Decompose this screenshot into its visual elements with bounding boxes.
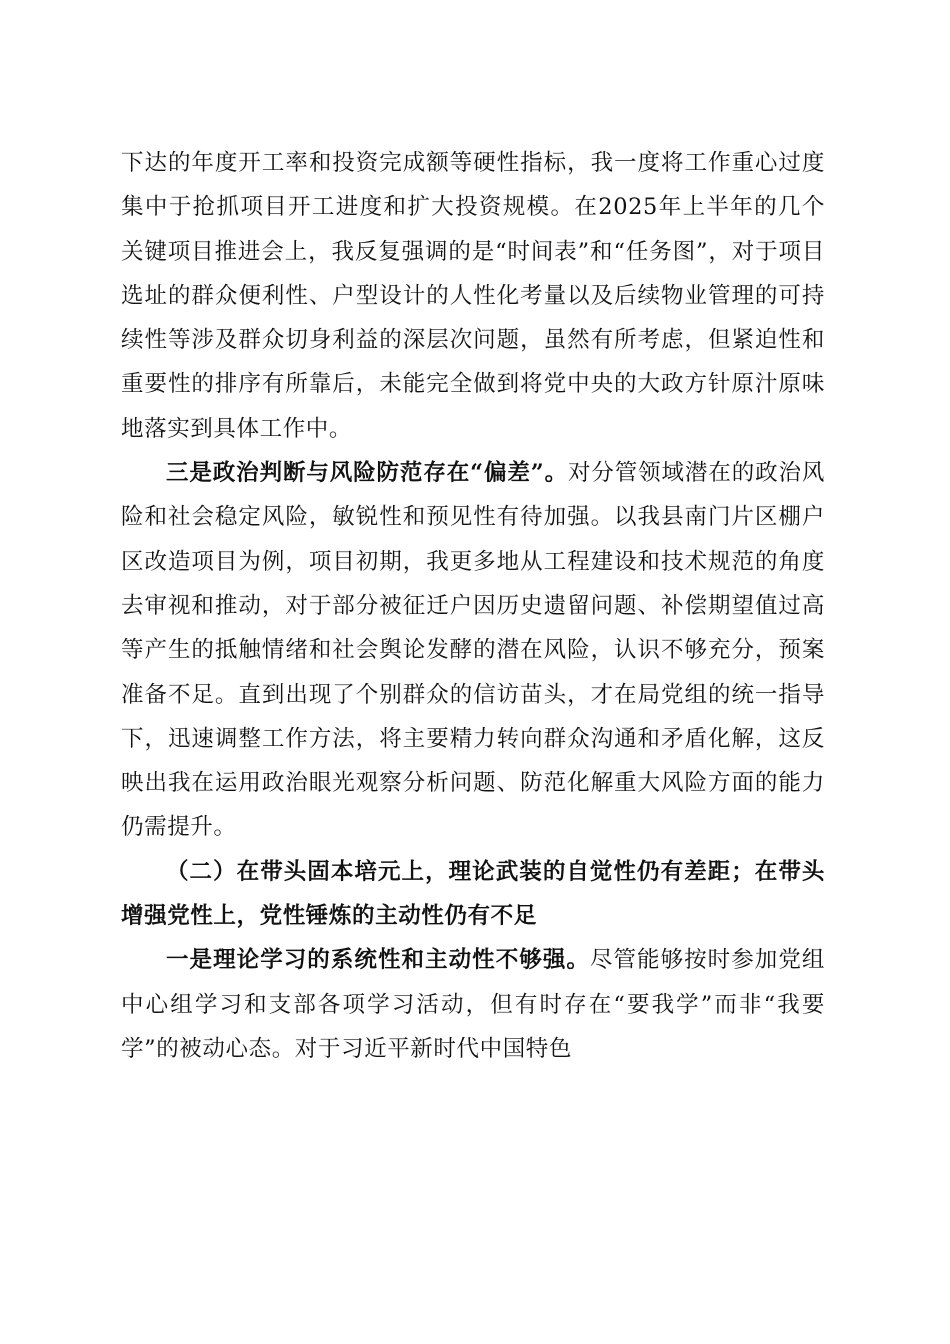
paragraph-continuation <box>121 141 825 451</box>
paragraph-text: 下达的年度开工率和投资完成额等硬性指标，我一度将工作重心过度集中于抢抓项目开工进度和扩大投资规模。在2025年上半年的几个关键项目推进会上，我反复强调的是“时间表”和“任务图”，对于项目选址的群众便利性、户型设计的人性化考量以及后续物业管理的可持续性等涉及群众切身利益的深层次问题，虽然有所考虑，但紧迫性和重要性的排序有所靠后，未能完全做到将党中央的大政方针原汁原味地落实到具体工作中。 <box>121 150 825 442</box>
document-body <box>121 141 825 1071</box>
section-heading-text: （二）在带头固本培元上，理论武装的自觉性仍有差距；在带头增强党性上，党性锤炼的主动性仍有不足 <box>121 858 825 930</box>
paragraph-point-three <box>121 451 825 850</box>
section-heading <box>121 850 825 939</box>
paragraph-text: 对分管领域潜在的政治风险和社会稳定风险，敏锐性和预见性有待加强。以我县南门片区棚户区改造项目为例，项目初期，我更多地从工程建设和技术规范的角度去审视和推动，对于部分被征迁户因历史遗留问题、补偿期望值过高等产生的抵触情绪和社会舆论发酵的潜在风险，认识不够充分，预案准备不足。直到出现了个别群众的信访苗头，才在局党组的统一指导下，迅速调整工作方法，将主要精力转向群众沟通和矛盾化解，这反映出我在运用政治眼光观察分析问题、防范化解重大风险方面的能力仍需提升。 <box>121 460 825 841</box>
paragraph-lead: 一是理论学习的系统性和主动性不够强。 <box>166 947 590 974</box>
paragraph-lead: 三是政治判断与风险防范存在“偏差”。 <box>166 460 568 487</box>
paragraph-text: 尽管能够按时参加党组中心组学习和支部各项学习活动，但有时存在“要我学”而非“我要学”的被动心态。对于习近平新时代中国特色 <box>121 947 825 1062</box>
paragraph-point-one <box>121 938 825 1071</box>
